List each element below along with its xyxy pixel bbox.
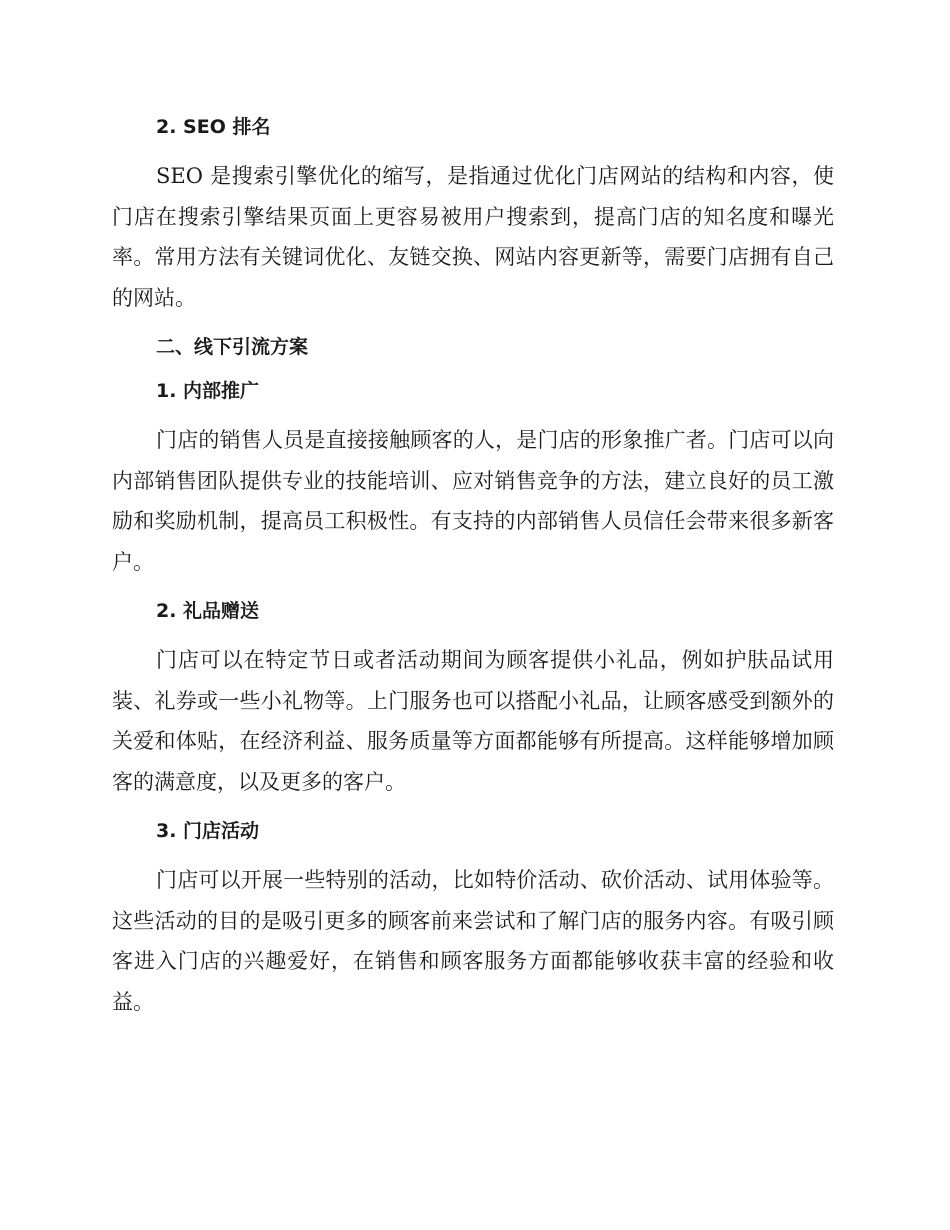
document-page <box>112 112 834 1022</box>
heading-offline-plan: 二、线下引流方案 <box>156 336 309 358</box>
paragraph-seo: SEO 是搜索引擎优化的缩写，是指通过优化门店网站的结构和内容，使门店在搜索引擎结果页面上更容易被用户搜索到，提高门店的知名度和曝光率。常用方法有关键词优化、友链交换、网站内容更新等，需要门店拥有自己的网站。 <box>112 164 834 310</box>
paragraph-store-activities: 门店可以开展一些特别的活动，比如特价活动、砍价活动、试用体验等。这些活动的目的是吸引更多的顾客前来尝试和了解门店的服务内容。有吸引顾客进入门店的兴趣爱好，在销售和顾客服务方面都能够收获丰富的经验和收益。 <box>112 868 834 1014</box>
heading-seo-ranking: 2. SEO 排名 <box>156 116 271 138</box>
paragraph-internal-promotion: 门店的销售人员是直接接触顾客的人，是门店的形象推广者。门店可以向内部销售团队提供专业的技能培训、应对销售竞争的方法，建立良好的员工激励和奖励机制，提高员工积极性。有支持的内部销售人员信任会带来很多新客户。 <box>112 428 834 574</box>
heading-internal-promotion: 1. 内部推广 <box>156 380 260 402</box>
paragraph-gift-giving: 门店可以在特定节日或者活动期间为顾客提供小礼品，例如护肤品试用装、礼券或一些小礼物等。上门服务也可以搭配小礼品，让顾客感受到额外的关爱和体贴，在经济利益、服务质量等方面都能够有所提高。这样能够增加顾客的满意度，以及更多的客户。 <box>112 648 834 794</box>
heading-gift-giving: 2. 礼品赠送 <box>156 600 260 622</box>
heading-store-activities: 3. 门店活动 <box>156 820 260 842</box>
